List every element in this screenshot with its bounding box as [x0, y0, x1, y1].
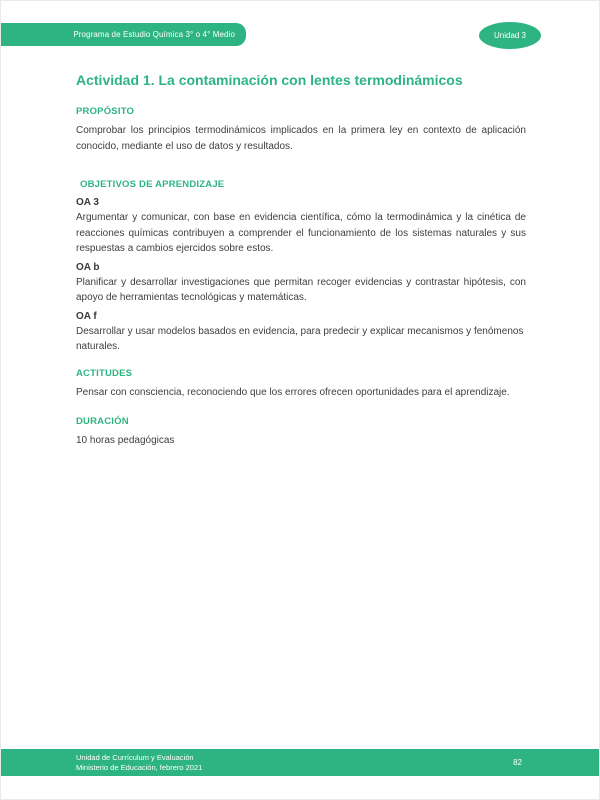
footer-credits [1, 753, 202, 773]
content-column [76, 71, 526, 449]
section-objetivos [76, 179, 526, 355]
footer [1, 749, 600, 776]
activity-title: Actividad 1. La contaminación con lentes termodinámicos [76, 72, 463, 88]
oa-item [76, 261, 526, 306]
actitudes-heading: ACTITUDES [76, 367, 133, 379]
footer-credit-line2: Ministerio de Educación, febrero 2021 [76, 762, 203, 772]
section-duracion [76, 416, 526, 449]
program-badge [1, 23, 246, 46]
actitudes-body: Pensar con consciencia, reconociendo que los errores ofrecen oportunidades para el aprendizaje. [76, 386, 510, 398]
oa-item [76, 310, 526, 355]
section-proposito [76, 106, 526, 154]
oa-item-text: Planificar y desarrollar investigaciones que permitan recoger evidencias y contrastar hipótesis, con apoyo de herramientas tecnológicas y matemáticas. [76, 276, 526, 303]
oa-item-label: OA 3 [76, 197, 99, 208]
page-number: 82 [513, 758, 522, 767]
footer-credit-line1: Unidad de Currículum y Evaluación [76, 752, 194, 762]
oa-item [76, 196, 526, 257]
oa-item-text: Desarrollar y usar modelos basados en evidencia, para predecir y explicar mecanismos y fenómenos naturales. [76, 325, 524, 352]
objetivos-heading: OBJETIVOS DE APRENDIZAJE [80, 179, 225, 190]
section-actitudes [76, 368, 526, 401]
oa-item-text: Argumentar y comunicar, con base en evidencia científica, cómo la termodinámica y la cinética de reacciones químicas contribuyen a comprender el funcionamiento de los sistemas naturales y sus respuestas a cambios ejercidos sobre estos. [76, 212, 526, 254]
program-badge-label: Programa de Estudio Química 3° o 4° Medio [73, 30, 235, 39]
oa-item-label: OA f [76, 310, 97, 322]
duracion-heading: DURACIÓN [76, 416, 129, 427]
unit-badge-label: Unidad 3 [493, 31, 527, 40]
unit-badge [479, 22, 541, 49]
oa-item-label: OA b [76, 261, 100, 273]
proposito-heading: PROPÓSITO [76, 106, 135, 117]
duracion-body: 10 horas pedagógicas [76, 435, 175, 446]
proposito-body: Comprobar los principios termodinámicos implicados en la primera ley en contexto de aplicación conocido, mediante el uso de datos y resultados. [76, 125, 526, 152]
